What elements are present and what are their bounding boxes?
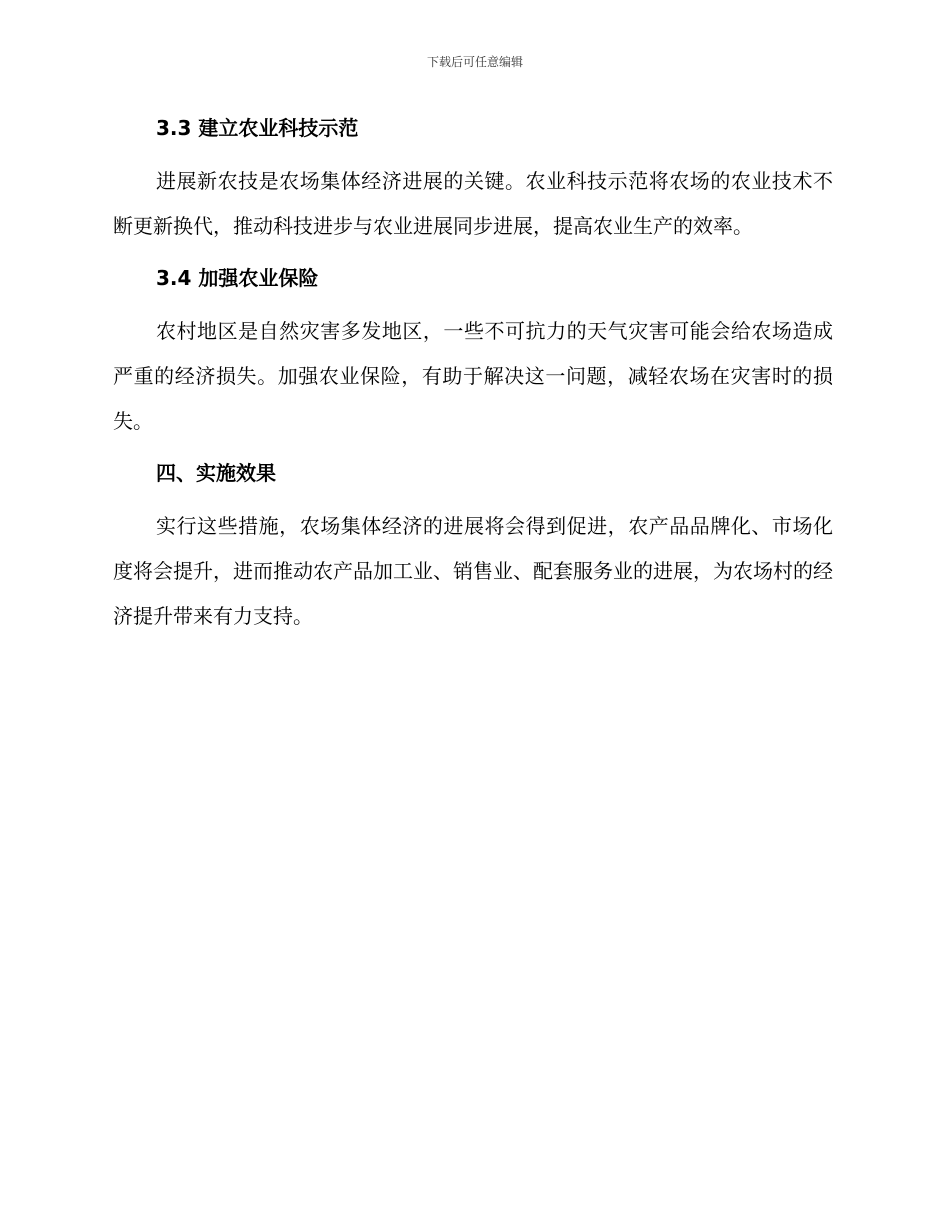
document-body: [113, 112, 833, 639]
section-heading-4: 四、实施效果: [156, 461, 276, 485]
section-paragraph-3-3: 进展新农技是农场集体经济进展的关键。农业科技示范将农场的农业技术不断更新换代，推动科技进步与农业进展同步进展，提高农业生产的效率。: [113, 169, 833, 238]
section-heading-3-3: 3.3 建立农业科技示范: [156, 116, 359, 140]
section-heading-3-4: 3.4 加强农业保险: [156, 266, 319, 290]
section-paragraph-3-4: 农村地区是自然灾害多发地区，一些不可抗力的天气灾害可能会给农场造成严重的经济损失。加强农业保险，有助于解决这一问题，减轻农场在灾害时的损失。: [113, 319, 833, 433]
section-paragraph-4: 实行这些措施，农场集体经济的进展将会得到促进，农产品品牌化、市场化度将会提升，进而推动农产品加工业、销售业、配套服务业的进展，为农场村的经济提升带来有力支持。: [113, 514, 833, 628]
header-note: 下载后可任意编辑: [426, 55, 523, 69]
